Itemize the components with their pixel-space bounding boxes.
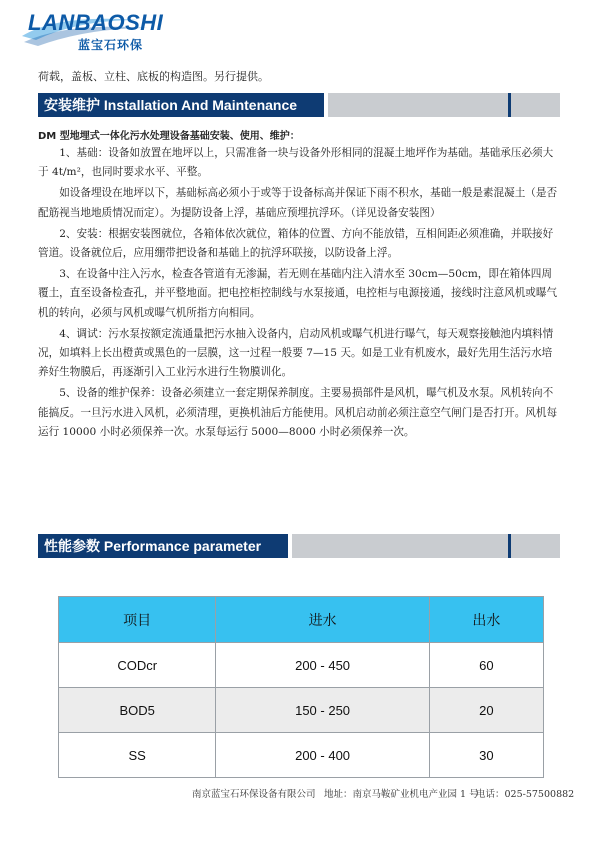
performance-table — [58, 596, 544, 778]
table-row — [59, 688, 544, 733]
footer-company: 南京蓝宝石环保设备有限公司 — [192, 789, 316, 800]
table-cell: CODcr — [59, 643, 216, 688]
table-cell: 60 — [429, 643, 543, 688]
section-title: 安装维护 Installation And Maintenance — [38, 93, 324, 117]
section-bar-fill — [328, 93, 560, 117]
installation-body — [38, 144, 562, 444]
installation-subtitle: DM 型地埋式一体化污水处理设备基础安装、使用、维护： — [38, 131, 300, 142]
footer-phone: 电话：025-57500882 — [476, 789, 575, 800]
table-cell: BOD5 — [59, 688, 216, 733]
table-row — [59, 643, 544, 688]
table-cell: 200 - 450 — [216, 643, 429, 688]
column-header: 出水 — [429, 597, 543, 643]
table-header-row — [59, 597, 544, 643]
paragraph: 4、调试：污水泵按额定流通量把污水抽入设备内，启动风机或曝气机进行曝气，每天观察接触池内填料情况，如填料上长出橙黄或黑色的一层膜，这一过程一般要 7—15 天。如是工业有机废水，最好先用生活污水培养好生物膜后，再逐渐引入工业污水进行生物膜训化。 — [38, 327, 554, 379]
table-row — [59, 733, 544, 778]
footer-address: 地址：南京马鞍矿业机电产业园 1 号 — [324, 789, 479, 800]
paragraph: 5、设备的维护保养：设备必须建立一套定期保养制度。主要易损部件是风机，曝气机及水泵。风机转向不能搞反。一旦污水进入风机，必须清理，更换机油后方能使用。风机启动前必须注意空气闸门是否打开。风机每运行 10000 小时必须保养一次。水泵每运行 5000—8000 小时必须保养一次。 — [38, 387, 558, 438]
section-header-installation — [38, 93, 560, 117]
section-header-performance — [38, 534, 560, 558]
section-title: 性能参数 Performance parameter — [38, 534, 288, 558]
section-bar-stripe — [508, 93, 511, 117]
table-cell: 200 - 400 — [216, 733, 429, 778]
paragraph: 3、在设备中注入污水，检查各管道有无渗漏，若无则在基础内注入清水至 30cm—50cm，即在箱体四周覆土，直至设备检查孔，并平整地面。把电控柜控制线与水泵接通，电控柜与电源接通，接线时注意风机或曝气机的转向，必须与风机或曝气机所指方向相同。 — [38, 268, 558, 319]
paragraph: 如设备埋设在地坪以下，基础标高必须小于或等于设备标高并保证下雨不积水，基础一般是素混凝土（是否配筋视当地地质情况而定）。为提防设备上浮，基础应预埋抗浮环。（详见设备安装图） — [38, 187, 558, 219]
company-logo — [18, 6, 178, 56]
table-cell: 150 - 250 — [216, 688, 429, 733]
paragraph: 2、安装：根据安装图就位，各箱体依次就位，箱体的位置、方向不能放错，互相间距必须准确，并联接好管道。设备就位后，应用绷带把设备和基础上的抗浮环联接，以防设备上浮。 — [38, 227, 554, 260]
logo-text: LANBAOSHI — [28, 10, 164, 35]
logo-subtext: 蓝宝石环保 — [78, 38, 144, 52]
table-cell: 30 — [429, 733, 543, 778]
table-cell: SS — [59, 733, 216, 778]
section-bar-stripe — [508, 534, 511, 558]
section-bar-fill — [292, 534, 560, 558]
intro-text: 荷载，盖板、立柱、底板的构造图。另行提供。 — [38, 70, 269, 83]
column-header: 项目 — [59, 597, 216, 643]
column-header: 进水 — [216, 597, 429, 643]
paragraph: 1、基础：设备如放置在地坪以上，只需准备一块与设备外形相同的混凝土地坪作为基础。基础承压必须大于 4t/m²，也同时要求水平、平整。 — [38, 147, 554, 179]
table-cell: 20 — [429, 688, 543, 733]
